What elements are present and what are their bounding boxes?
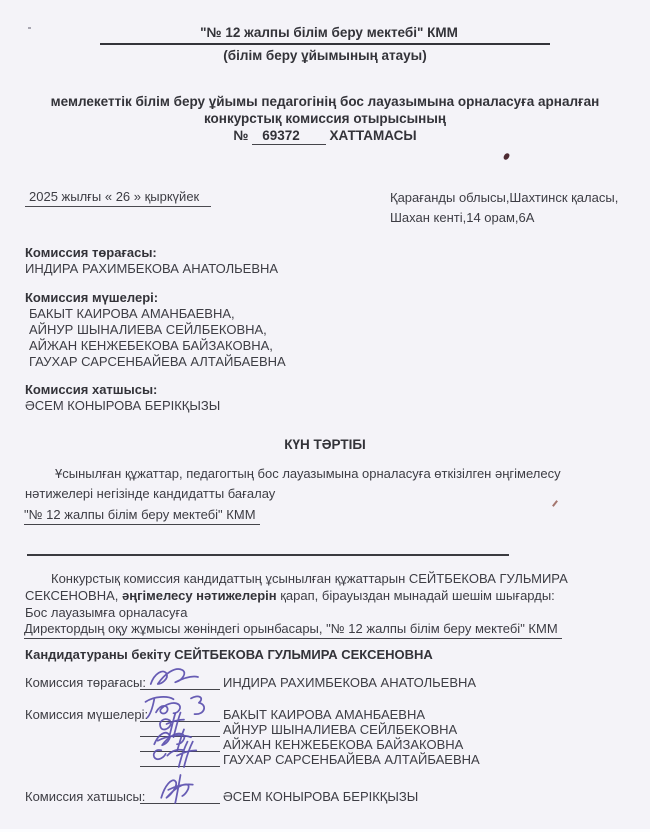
signature-secretary-name: ӘСЕМ КОНЫРОВА БЕРІКҚЫЗЫ <box>223 789 419 804</box>
members-heading-label: Комиссия мүшелері: <box>25 290 159 305</box>
location-line-2: Шахан кенті,14 орам,6А <box>390 210 535 225</box>
ink-speck <box>503 152 510 160</box>
section-divider <box>27 554 509 556</box>
members-list <box>29 306 286 370</box>
decision-paragraph <box>25 570 622 604</box>
chair-signature-icon <box>142 660 212 694</box>
secretary-heading-label: Комиссия хатшысы: <box>25 382 158 397</box>
org-name-caption: (білім беру ұйымының атауы) <box>223 48 427 63</box>
chair-heading-name: ИНДИРА РАХИМБЕКОВА АНАТОЛЬЕВНА <box>25 261 279 276</box>
signature-member-name: АЙЖАН КЕНЖЕБЕКОВА БАЙЗАКОВНА <box>223 737 464 752</box>
signature-member-name: АЙНУР ШЫНАЛИЕВА СЕЙЛБЕКОВНА <box>223 722 458 737</box>
vacancy-line: Бос лауазымға орналасуға <box>25 605 188 620</box>
position-line: Директордың оқу жұмысы жөніндегі орынбасары, "№ 12 жалпы білім беру мектебі" КММ <box>24 621 562 639</box>
approval-line: Кандидатураны бекіту СЕЙТБЕКОВА ГУЛЬМИРА СЕКСЕНОВНА <box>25 647 433 662</box>
member-name-item: БАКЫТ КАИРОВА АМАНБАЕВНА, <box>29 306 235 321</box>
secretary-heading-name: ӘСЕМ КОНЫРОВА БЕРІКҚЫЗЫ <box>25 398 221 413</box>
signature-row-secretary <box>25 782 418 804</box>
chair-heading-label: Комиссия төрағасы: <box>25 245 157 260</box>
member-signature-icon <box>142 735 212 771</box>
signature-member-name: БАКЫТ КАИРОВА АМАНБАЕВНА <box>223 707 426 722</box>
signature-line <box>140 785 220 804</box>
signature-chair-label: Комиссия төрағасы: <box>25 675 146 690</box>
protocol-number-line <box>0 127 650 145</box>
signature-line <box>140 671 220 690</box>
agenda-org-name: "№ 12 жалпы білім беру мектебі" КММ <box>24 507 260 525</box>
protocol-date-block <box>25 188 211 207</box>
protocol-subtitle <box>0 93 650 145</box>
decision-text-part2: қарап, бірауыздан мынадай шешім шығарды: <box>276 588 555 603</box>
signature-line <box>140 748 220 767</box>
location-line-1: Қарағанды облысы,Шахтинск қаласы, <box>390 190 619 205</box>
signature-secretary-label: Комиссия хатшысы: <box>25 789 146 804</box>
signature-member-name: ГАУХАР САРСЕНБАЙЕВА АЛТАЙБАЕВНА <box>223 752 480 767</box>
decision-text-part1: Конкурстық комиссия кандидаттың ұсынылған құжаттарын СЕЙТБЕКОВА ГУЛЬМИРА СЕКСЕНОВНА, <box>25 571 568 603</box>
document-header <box>0 24 650 64</box>
signature-members-label: Комиссия мүшелері: <box>25 707 149 722</box>
agenda-org-wrap <box>24 506 260 525</box>
protocol-word: ХАТТАМАСЫ <box>329 128 417 143</box>
protocol-subtitle-line1: мемлекеттік білім беру ұйымы педагогінің бос лауазымына орналасуға арналған <box>50 94 600 109</box>
protocol-number-field: 69372 <box>252 127 326 145</box>
org-name-title: "№ 12 жалпы білім беру мектебі" КММ <box>100 24 550 45</box>
signature-row-member-4 <box>25 745 480 767</box>
protocol-subtitle-line2: конкурстық комиссия отырысының <box>203 111 447 126</box>
signature-chair-name: ИНДИРА РАХИМБЕКОВА АНАТОЛЬЕВНА <box>223 675 477 690</box>
position-line-wrap <box>24 620 562 639</box>
signature-row-chair <box>25 668 476 690</box>
member-name-item: АЙНУР ШЫНАЛИЕВА СЕЙЛБЕКОВНА, <box>29 322 267 337</box>
protocol-date: 2025 жылғы « 26 » қыркүйек <box>25 189 211 207</box>
member-name-item: АЙЖАН КЕНЖЕБЕКОВА БАЙЗАКОВНА, <box>29 338 273 353</box>
decision-text-bold: әңгімелесу нәтижелерін <box>122 588 277 603</box>
protocol-no-sign: № <box>233 128 249 143</box>
protocol-location <box>390 188 618 228</box>
member-name-item: ГАУХАР САРСЕНБАЙЕВА АЛТАЙБАЕВНА <box>29 354 286 369</box>
agenda-heading: КҮН ТӘРТІБІ <box>284 437 366 452</box>
agenda-paragraph: Ұсынылған құжаттар, педагогтың бос лауазымына орналасуға өткізілген әңгімелесу нәтижелері негізінде кандидатты бағалау <box>25 466 561 501</box>
secretary-signature-icon <box>142 770 212 808</box>
